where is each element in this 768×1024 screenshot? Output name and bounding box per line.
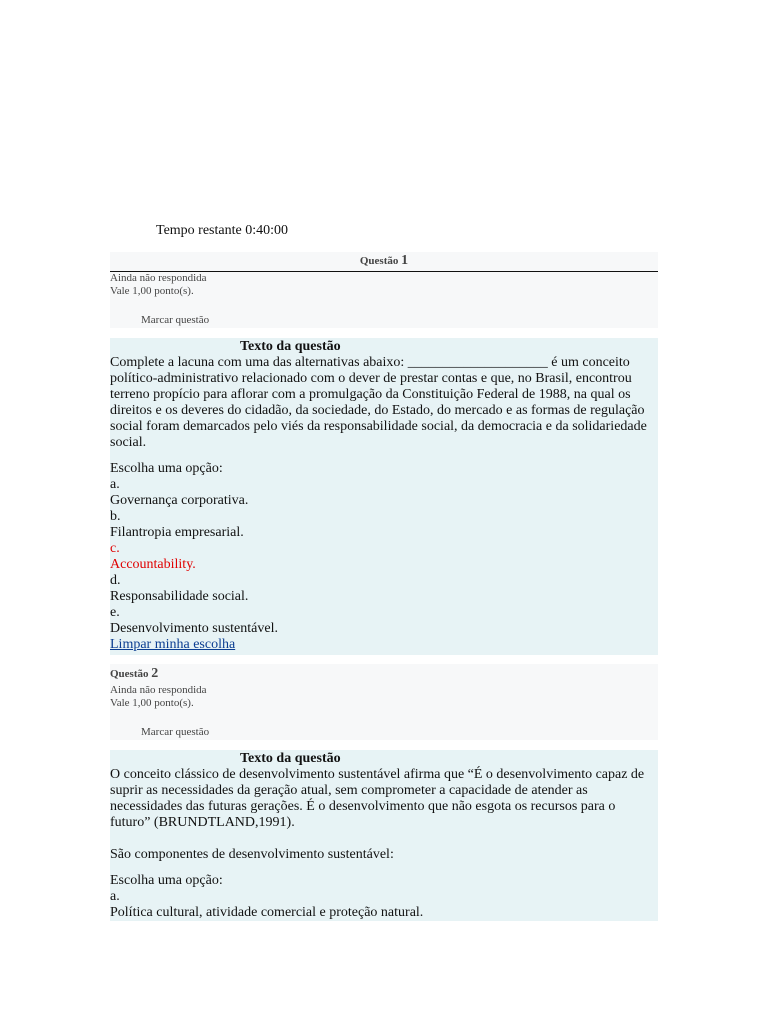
- question-label: Questão: [110, 668, 149, 680]
- question-status: Ainda não respondida: [110, 684, 207, 696]
- option-a[interactable]: [110, 889, 658, 921]
- question-label: Questão: [359, 255, 399, 267]
- question-2-title: [110, 664, 658, 684]
- question-1-content: [110, 338, 658, 655]
- question-subtext: São componentes de desenvolvimento sustentável:: [110, 847, 394, 862]
- option-text: Governança corporativa.: [110, 493, 249, 508]
- question-text: O conceito clássico de desenvolvimento sustentável afirma que “É o desenvolvimento capaz de suprir as necessidades da geração atual, sem comprometer a capacidade de atender as necessidades das futuras gerações. É o desenvolvimento que não esgota os recursos para o futuro” (BRUNDTLAND,1991).: [110, 767, 645, 830]
- question-points: Vale 1,00 ponto(s).: [110, 285, 194, 297]
- option-text: Filantropia empresarial.: [110, 525, 244, 540]
- option-e[interactable]: [110, 605, 658, 637]
- flag-question-link[interactable]: Marcar questão: [141, 314, 210, 326]
- option-text: Accountability.: [110, 557, 196, 572]
- option-d[interactable]: [110, 573, 658, 605]
- question-text-heading: Texto da questão: [240, 751, 341, 766]
- option-letter: d.: [110, 573, 121, 588]
- question-points: Vale 1,00 ponto(s).: [110, 697, 194, 709]
- flag-question-link[interactable]: Marcar questão: [141, 726, 210, 738]
- option-c-selected[interactable]: [110, 541, 658, 573]
- option-letter: b.: [110, 509, 121, 524]
- question-1-title: [110, 252, 658, 272]
- option-letter: c.: [110, 541, 120, 556]
- time-remaining: Tempo restante 0:40:00: [156, 223, 288, 238]
- option-text: Política cultural, atividade comercial e proteção natural.: [110, 905, 424, 920]
- question-number: 1: [401, 253, 409, 268]
- question-text-heading: Texto da questão: [240, 339, 341, 354]
- option-a[interactable]: [110, 477, 658, 509]
- option-letter: a.: [110, 477, 120, 492]
- question-1-info: [110, 252, 658, 328]
- option-b[interactable]: [110, 509, 658, 541]
- option-letter: e.: [110, 605, 120, 620]
- question-text: Complete a lacuna com uma das alternativas abaixo: ____________________ é um conceito político-administrativo relacionado com o dever de prestar contas e que, no Brasil, encontrou terreno propício para aflorar com a promulgação da Constituição Federal de 1988, na qual os direitos e os deveres do cidadão, da sociedade, do Estado, do mercado e as formas de regulação social foram demarcados pelo viés da responsabilidade social, da democracia e da solidariedade social.: [110, 355, 647, 450]
- question-2-info: [110, 664, 658, 740]
- option-text: Responsabilidade social.: [110, 589, 249, 604]
- choose-option-prompt: Escolha uma opção:: [110, 873, 223, 888]
- option-text: Desenvolvimento sustentável.: [110, 621, 278, 636]
- question-number: 2: [151, 666, 159, 681]
- question-2-content: [110, 750, 658, 921]
- option-letter: a.: [110, 889, 120, 904]
- choose-option-prompt: Escolha uma opção:: [110, 461, 223, 476]
- clear-choice-link[interactable]: Limpar minha escolha: [110, 637, 236, 652]
- question-status: Ainda não respondida: [110, 272, 207, 284]
